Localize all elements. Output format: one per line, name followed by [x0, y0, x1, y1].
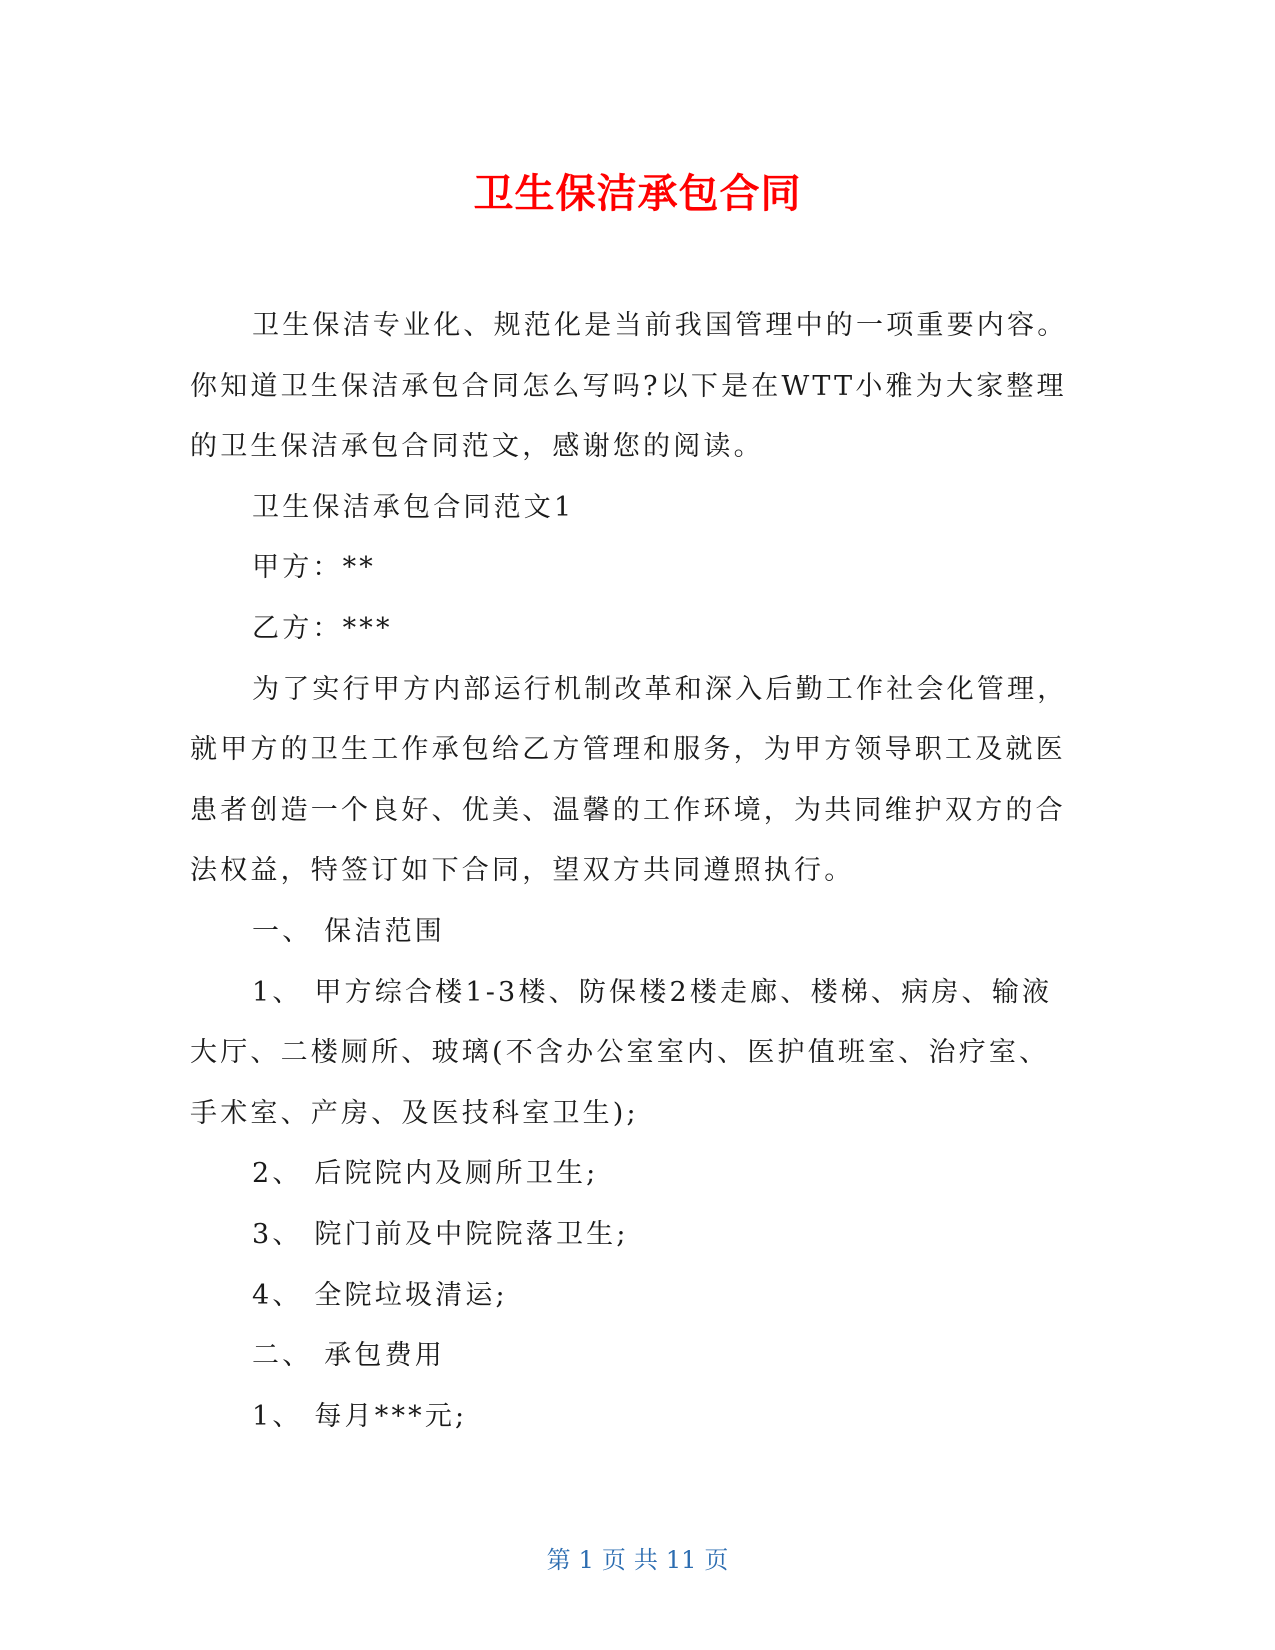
party-b-line: 乙方：***: [252, 612, 393, 644]
intro-paragraph: 卫生保洁专业化、规范化是当前我国管理中的一项重要内容。你知道卫生保洁承包合同怎么写吗?以下是在WTT小雅为大家整理的卫生保洁承包合同范文，感谢您的阅读。: [190, 310, 1068, 463]
page-footer: [0, 1540, 1275, 1575]
scope-item-1: 1、 甲方综合楼1-3楼、防保楼2楼走廊、楼梯、病房、输液大厅、二楼厕所、玻璃(不含办公室室内、医护值班室、治疗室、手术室、产房、及医技科室卫生);: [190, 976, 1053, 1129]
contract-sample-heading: 卫生保洁承包合同范文1: [252, 491, 575, 523]
footer-current-page: 1: [578, 1546, 594, 1574]
scope-item-3: 3、 院门前及中院院落卫生;: [252, 1218, 629, 1250]
scope-item-4: 4、 全院垃圾清运;: [252, 1279, 508, 1311]
section-heading-scope: 一、 保洁范围: [252, 915, 445, 947]
section-heading-fees: 二、 承包费用: [252, 1340, 445, 1372]
footer-page-label: 第: [546, 1546, 571, 1574]
footer-total-pages: 11: [665, 1546, 697, 1574]
preamble-paragraph: 为了实行甲方内部运行机制改革和深入后勤工作社会化管理，就甲方的卫生工作承包给乙方管理和服务，为甲方领导职工及就医患者创造一个良好、优美、温馨的工作环境，为共同维护双方的合法权益，特签订如下合同，望双方共同遵照执行。: [190, 673, 1068, 887]
document-title: 卫生保洁承包合同: [473, 171, 802, 217]
footer-total-label: 共: [633, 1546, 658, 1574]
document-body: [190, 296, 1070, 1447]
footer-page-unit: 页: [601, 1546, 626, 1574]
party-a-line: 甲方：**: [252, 552, 376, 584]
fee-item-1: 1、 每月***元;: [252, 1400, 468, 1432]
footer-total-unit: 页: [704, 1546, 729, 1574]
scope-item-2: 2、 后院院内及厕所卫生;: [252, 1158, 599, 1190]
